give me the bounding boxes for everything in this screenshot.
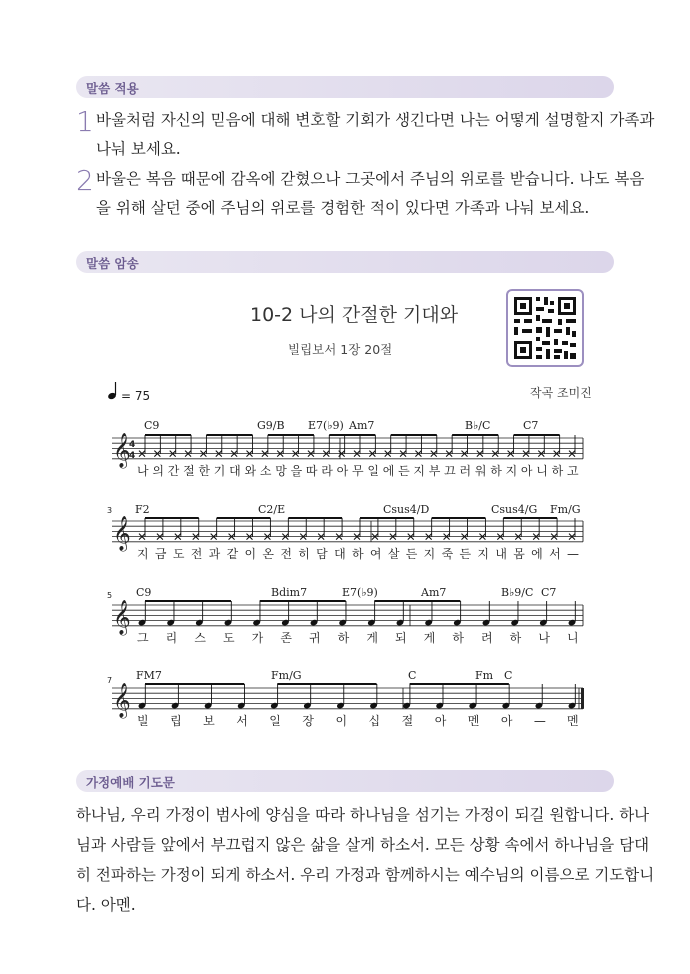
lyric-syllable: 소 xyxy=(259,464,272,478)
section-header-prayer xyxy=(76,770,614,792)
lyric-syllable: 귀 xyxy=(309,631,321,645)
song-reference: 빌립보서 1장 20절 xyxy=(288,342,393,357)
lyric-syllable: 서 xyxy=(236,714,248,728)
lyric-syllable: 아 xyxy=(434,714,447,728)
lyric-syllable: 하 xyxy=(490,464,502,478)
lyric-syllable: 아 xyxy=(500,714,513,728)
chord-symbol: B♭9/C xyxy=(501,586,534,599)
lyric-syllable: 지 xyxy=(423,547,436,561)
text-line: 바울은 복음 때문에 감옥에 갇혔으나 그곳에서 주님의 위로를 받습니다. 나도 복음 xyxy=(96,170,645,188)
text-line: 다. 아멘. xyxy=(76,896,136,914)
chord-symbol: Fm xyxy=(475,669,494,682)
song-title: 10-2 나의 간절한 기대와 xyxy=(250,304,459,326)
chord-symbol: B♭/C xyxy=(465,419,491,432)
treble-clef-icon: 𝄞 xyxy=(113,433,131,468)
chord-symbol: C9 xyxy=(144,419,160,432)
chord-symbol: Bdim7 xyxy=(271,586,308,599)
section-title: 말씀 암송 xyxy=(86,256,139,271)
lyric-syllable: 장 xyxy=(302,714,314,728)
lyric-syllable: 지 xyxy=(137,547,149,561)
staff-system-1 xyxy=(112,419,583,478)
lyric-syllable: 스 xyxy=(194,631,206,645)
chord-symbol: C2/E xyxy=(258,503,286,516)
lyric-syllable: 망 xyxy=(275,464,287,478)
tempo-text: = 75 xyxy=(121,389,151,403)
section-title: 가정예배 기도문 xyxy=(86,775,175,790)
lyric-syllable: 러 xyxy=(459,464,472,478)
chord-symbol: Fm/G xyxy=(550,503,581,516)
lyric-syllable: 그 xyxy=(137,631,149,645)
lyric-syllable: 과 xyxy=(208,547,221,561)
lyric-syllable: 가 xyxy=(251,631,264,645)
lyric-syllable: 하 xyxy=(352,547,364,561)
lyric-syllable: 와 xyxy=(244,464,257,478)
lyric-syllable: 에 xyxy=(382,464,395,478)
time-signature: 4 xyxy=(129,440,136,450)
lyric-syllable: 도 xyxy=(172,547,185,561)
section-title: 말씀 적용 xyxy=(86,81,139,96)
lyric-syllable: 리 xyxy=(165,631,178,645)
item-number: 2 xyxy=(76,164,94,197)
lyric-syllable: 서 xyxy=(549,547,561,561)
lyric-syllable: 존 xyxy=(280,631,292,645)
text-line: 히 전파하는 가정이 되게 하소서. 우리 가정과 함께하시는 예수님의 이름으로 기도합니 xyxy=(76,866,655,884)
chord-symbol: Csus4/D xyxy=(383,503,430,516)
lyric-syllable: 든 xyxy=(405,547,418,561)
staff-system-3 xyxy=(107,586,583,645)
lyric-syllable: 같 xyxy=(226,547,239,561)
lyric-syllable: 되 xyxy=(395,631,407,645)
lyric-syllable: 대 xyxy=(334,547,346,561)
lyric-syllable: — xyxy=(567,547,579,561)
lyric-syllable: 부 xyxy=(428,464,441,478)
lyric-syllable: 하 xyxy=(452,631,464,645)
lyric-syllable: 따 xyxy=(305,464,318,478)
measure-number: 7 xyxy=(107,676,113,685)
lyric-syllable: 무 xyxy=(352,464,364,478)
lyric-syllable: 간 xyxy=(167,464,180,478)
chord-symbol: Am7 xyxy=(421,586,447,599)
tempo-marking xyxy=(107,382,150,403)
lyric-syllable: 라 xyxy=(321,464,333,478)
lyric-syllable: 멘 xyxy=(467,714,480,728)
lyric-syllable: 내 xyxy=(495,547,507,561)
lyric-syllable: 이 xyxy=(335,714,348,728)
chord-symbol: C9 xyxy=(136,586,152,599)
chord-symbol: C7 xyxy=(541,586,557,599)
lyric-syllable: 도 xyxy=(223,631,235,645)
text-line: 하나님, 우리 가정이 범사에 양심을 따라 하나님을 섬기는 가정이 되길 원합니다. 하나 xyxy=(76,806,650,824)
lyric-syllable: 립 xyxy=(170,714,182,728)
lyric-syllable: 히 xyxy=(298,547,310,561)
item-number: 1 xyxy=(76,105,94,138)
time-signature: 4 xyxy=(129,451,136,461)
lyric-syllable: 지 xyxy=(477,547,490,561)
lyric-syllable: 아 xyxy=(520,464,533,478)
lyric-syllable: 살 xyxy=(387,547,400,561)
staff-system-4 xyxy=(107,669,584,728)
lyric-syllable: 든 xyxy=(459,547,472,561)
lyric-syllable: 금 xyxy=(154,547,167,561)
lyric-syllable: 이 xyxy=(244,547,257,561)
lyric-syllable: 게 xyxy=(423,631,436,645)
chord-symbol: Fm/G xyxy=(271,669,302,682)
lyric-syllable: 온 xyxy=(262,547,275,561)
lyric-syllable: 기 xyxy=(213,464,226,478)
lyric-syllable: 담 xyxy=(316,547,328,561)
text-line: 님과 사람들 앞에서 부끄럽지 않은 삶을 살게 하소서. 모든 상황 속에서 하나님을 담대 xyxy=(76,836,650,854)
text-line: 을 위해 살던 중에 주님의 위로를 경험한 적이 있다면 가족과 나눠 보세요. xyxy=(96,199,590,217)
lyric-syllable: 려 xyxy=(481,631,493,645)
lyric-syllable: 니 xyxy=(567,631,579,645)
lyric-syllable: 멘 xyxy=(567,714,579,728)
lyric-syllable: 십 xyxy=(368,714,381,728)
lyric-syllable: — xyxy=(533,714,546,728)
chord-symbol: Csus4/G xyxy=(491,503,538,516)
chord-symbol: FM7 xyxy=(136,669,162,682)
lyric-syllable: 하 xyxy=(509,631,522,645)
chord-symbol: C7 xyxy=(523,419,539,432)
chord-symbol: C xyxy=(408,669,417,682)
prayer-text xyxy=(76,800,654,920)
chord-symbol: Am7 xyxy=(349,419,375,432)
measure-number: 3 xyxy=(107,506,113,515)
lyric-syllable: 여 xyxy=(369,547,382,561)
chord-symbol: E7(♭9) xyxy=(308,419,344,432)
lyric-syllable: 하 xyxy=(337,631,350,645)
lyric-syllable: 니 xyxy=(536,464,548,478)
staff-system-2 xyxy=(107,503,583,561)
lyric-syllable: 절 xyxy=(183,464,195,478)
lyric-syllable: 전 xyxy=(280,547,292,561)
lyric-syllable: 의 xyxy=(152,464,164,478)
treble-clef-icon: 𝄞 xyxy=(113,516,131,551)
chord-symbol: E7(♭9) xyxy=(342,586,378,599)
lyric-syllable: 나 xyxy=(538,631,550,645)
chord-symbol: C xyxy=(504,669,513,682)
chord-symbol: G9/B xyxy=(257,419,285,432)
chord-symbol: F2 xyxy=(135,503,150,516)
lyric-syllable: 죽 xyxy=(441,547,454,561)
final-barline xyxy=(581,688,584,709)
measure-number: 5 xyxy=(107,591,113,600)
lyric-syllable: 한 xyxy=(198,464,211,478)
lyric-syllable: 대 xyxy=(229,464,241,478)
lyric-syllable: 워 xyxy=(474,464,487,478)
lyric-syllable: 지 xyxy=(413,464,426,478)
text-line: 바울처럼 자신의 믿음에 대해 변호할 기회가 생긴다면 나는 어떻게 설명할지 가족과 xyxy=(96,111,655,129)
lyric-syllable: 일 xyxy=(367,464,379,478)
lyric-syllable: 고 xyxy=(567,464,579,478)
lyric-syllable: 하 xyxy=(551,464,564,478)
treble-clef-icon: 𝄞 xyxy=(113,683,131,718)
treble-clef-icon: 𝄞 xyxy=(113,600,131,635)
lyric-syllable: 에 xyxy=(531,547,543,561)
lyric-syllable: 을 xyxy=(290,464,303,478)
lyric-syllable: 보 xyxy=(203,714,215,728)
lyric-syllable: 절 xyxy=(401,714,414,728)
composer-credit: 작곡 조미진 xyxy=(530,386,592,400)
lyric-syllable: 아 xyxy=(336,464,349,478)
lyric-syllable: 빌 xyxy=(137,714,149,728)
lyric-syllable: 지 xyxy=(505,464,518,478)
lyric-syllable: 든 xyxy=(398,464,410,478)
lyric-syllable: 일 xyxy=(269,714,281,728)
lyric-syllable: 게 xyxy=(366,631,378,645)
lyric-syllable: 나 xyxy=(137,464,149,478)
lyric-syllable: 몸 xyxy=(513,547,525,561)
lyric-syllable: 끄 xyxy=(444,464,456,478)
text-line: 나눠 보세요. xyxy=(96,140,181,158)
lyric-syllable: 전 xyxy=(190,547,203,561)
